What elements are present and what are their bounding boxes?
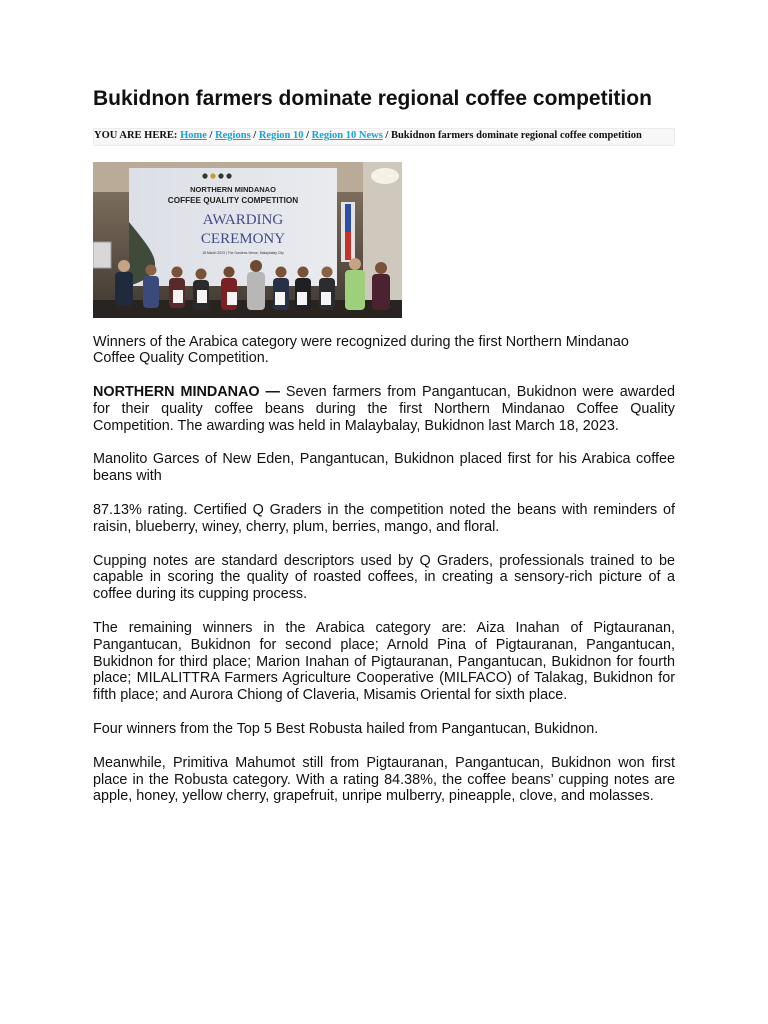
dateline: NORTHERN MINDANAO — <box>93 384 280 401</box>
photo-banner-small: 18 March 2023 | The Gardens Venue, Malaybalay City <box>202 250 284 255</box>
breadcrumb-link-region-10[interactable]: Region 10 <box>258 130 304 141</box>
photo-banner-line-2: COFFEE QUALITY COMPETITION <box>167 195 299 205</box>
breadcrumb-separator: / <box>385 130 389 141</box>
body-paragraph: 87.13% rating. Certified Q Graders in the competition noted the beans with reminders of raisin, blueberry, winey, cherry, plum, berries, mango, and floral. <box>93 502 675 535</box>
photo-banner-line-1: NORTHERN MINDANAO <box>190 184 276 194</box>
breadcrumb-link-regions[interactable]: Regions <box>215 130 251 141</box>
photo-banner-line-3: AWARDING <box>202 211 284 228</box>
body-paragraph: The remaining winners in the Arabica category are: Aiza Inahan of Pigtauranan, Pangantucan, Bukidnon for second place; Arnold Pina of Pigtauranan, Pangantucan, Bukidnon for third place; Marion Inahan of Pigtauranan, Pangantucan, Bukidnon for fourth place; MILALITTRA Farmers Agriculture Cooperative (MILFACO) of Talakag, Bukidnon for fifth place; and Aurora Chiong of Claveria, Misamis Oriental for sixth place. <box>93 620 675 704</box>
breadcrumb-prefix: YOU ARE HERE: <box>94 130 178 141</box>
breadcrumb <box>93 128 675 146</box>
breadcrumb-link-region-10-news[interactable]: Region 10 News <box>311 130 383 141</box>
body-paragraph: Cupping notes are standard descriptors used by Q Graders, professionals trained to be capable in scoring the quality of roasted coffees, in creating a sensory-rich picture of a coffee during its cupping process. <box>93 552 675 603</box>
breadcrumb-link-home[interactable]: Home <box>180 130 207 141</box>
article <box>93 86 675 822</box>
photo-caption: Winners of the Arabica category were recognized during the first Northern Mindanao Coffee Quality Competition. <box>93 333 629 367</box>
breadcrumb-separator: / <box>209 130 213 141</box>
lead-paragraph <box>93 384 675 434</box>
article-body <box>93 334 675 806</box>
breadcrumb-current: Bukidnon farmers dominate regional coffee competition <box>390 130 642 141</box>
article-photo <box>93 162 402 318</box>
body-paragraph: Meanwhile, Primitiva Mahumot still from Pigtauranan, Pangantucan, Bukidnon won first place in the Robusta category. With a rating 84.38%, the coffee beans’ cupping notes are apple, honey, yellow cherry, grapefruit, unripe mulberry, pineapple, clove, and molasses. <box>93 754 675 805</box>
photo-banner-line-4: CEREMONY <box>200 230 286 247</box>
lead-text: Seven farmers from Pangantucan, Bukidnon were awarded for their quality coffee beans during the first Northern Mindanao Coffee Quality Competition. The awarding was held in Malaybalay, Bukidnon last March 18, 2023. <box>93 384 675 434</box>
article-headline: Bukidnon farmers dominate regional coffee competition <box>93 87 652 110</box>
body-paragraph: Manolito Garces of New Eden, Pangantucan, Bukidnon placed first for his Arabica coffee beans with <box>93 451 675 485</box>
breadcrumb-separator: / <box>306 130 309 141</box>
breadcrumb-separator: / <box>253 130 257 141</box>
body-paragraph: Four winners from the Top 5 Best Robusta hailed from Pangantucan, Bukidnon. <box>93 721 599 738</box>
